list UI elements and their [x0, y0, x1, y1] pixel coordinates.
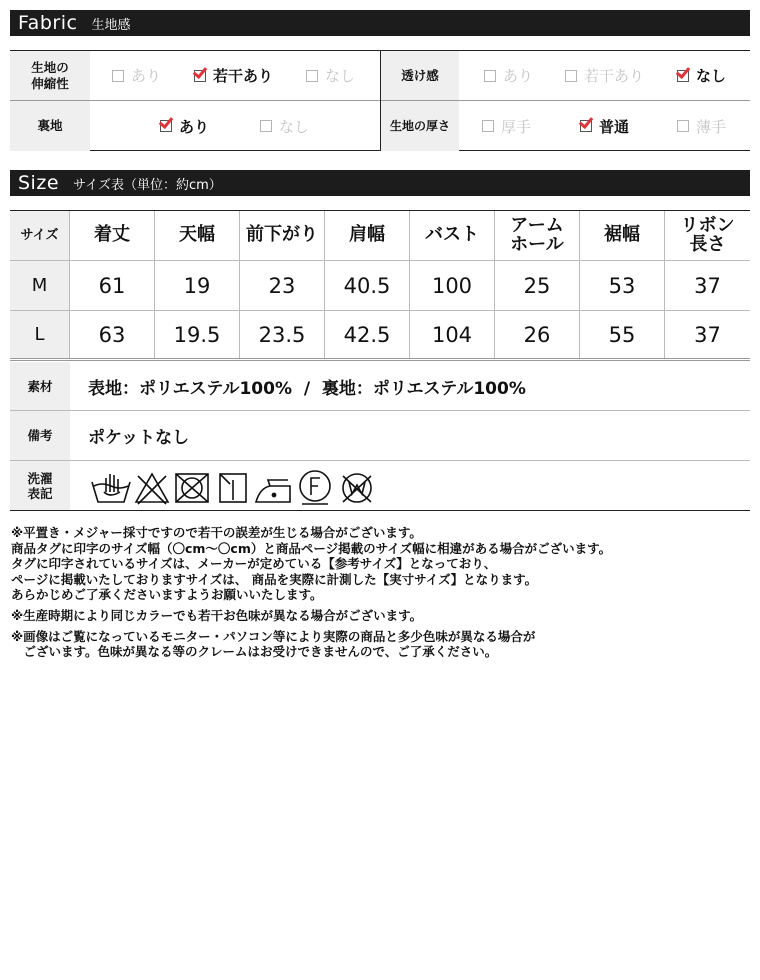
size-table-header	[10, 211, 750, 261]
sheer-label: 透け感	[381, 51, 459, 100]
value-cell: 37	[694, 322, 721, 347]
no-bleach-icon	[136, 474, 168, 504]
thickness-option-normal: 普通	[580, 101, 629, 151]
checkbox-icon	[112, 70, 124, 82]
value-cell: 37	[694, 273, 721, 298]
fabric-divider	[380, 51, 381, 151]
value-cell: 26	[495, 311, 580, 358]
care-row	[10, 461, 750, 511]
lining-label: 裏地	[10, 101, 90, 151]
header-cell: バスト	[410, 211, 495, 260]
note-line: ページに掲載いたしておりますサイズは、 商品を実際に計測した【実寸サイズ】となります。	[11, 571, 538, 587]
fabric-title: Fabric	[18, 12, 78, 34]
note-line: ございます。色味が異なる等のクレームはお受けできませんので、ご了承ください。	[11, 644, 498, 660]
fabric-table	[10, 50, 750, 151]
fabric-section-header	[10, 10, 750, 36]
stretch-option-slight: 若干あり	[194, 51, 273, 100]
value-cell: 61	[70, 261, 155, 310]
value-cell: 19	[155, 261, 240, 310]
care-symbols	[90, 466, 390, 506]
material-row	[10, 362, 750, 411]
value-cell: 25	[495, 261, 580, 310]
header-cell: 前下がり	[240, 211, 325, 260]
checked-checkbox-icon	[160, 120, 172, 132]
no-wet-clean-icon	[343, 474, 371, 502]
checkbox-icon	[484, 70, 496, 82]
material-value: 表地：ポリエステル100% / 裏地：ポリエステル100%	[88, 378, 526, 399]
table-row	[10, 261, 750, 311]
line-dry-shade-icon	[220, 474, 246, 502]
thickness-label: 生地の厚さ	[381, 101, 459, 151]
checkbox-icon	[260, 120, 272, 132]
iron-low-icon	[256, 480, 290, 502]
dry-clean-f-icon	[300, 471, 330, 504]
remarks-row	[10, 411, 750, 461]
value-cell: 23	[240, 261, 325, 310]
value-cell: 53	[580, 261, 665, 310]
checked-checkbox-icon	[194, 70, 206, 82]
note-line: ※生産時期により同じカラーでも若干お色味が異なる場合がございます。	[11, 607, 423, 623]
checkbox-icon	[677, 120, 689, 132]
header-cell: 天幅	[155, 211, 240, 260]
value-cell: 23.5	[240, 311, 325, 358]
header-cell: サイズ	[10, 211, 70, 260]
size-title: Size	[18, 172, 60, 194]
table-row	[10, 311, 750, 361]
material-label: 素材	[10, 362, 70, 410]
remarks-value: ポケットなし	[88, 428, 190, 448]
size-cell: M	[10, 261, 70, 310]
checkbox-icon	[306, 70, 318, 82]
sheer-option-yes: あり	[484, 51, 533, 100]
hand-wash-icon	[92, 474, 130, 502]
value-cell: 104	[410, 311, 495, 358]
sheer-option-no: なし	[677, 51, 726, 100]
stretch-option-yes: あり	[112, 51, 161, 100]
thickness-option-thick: 厚手	[482, 101, 531, 151]
note-line: タグに印字されているサイズは、メーカーが定めている【参考サイズ】となっており、	[11, 556, 497, 572]
checked-checkbox-icon	[677, 70, 689, 82]
value-cell: 63	[70, 311, 155, 358]
lining-option-no: なし	[260, 101, 309, 151]
no-tumble-dry-icon	[176, 474, 208, 502]
checkbox-icon	[482, 120, 494, 132]
size-section-header	[10, 170, 750, 196]
header-cell: リボン 長さ	[680, 214, 735, 255]
note-line: ※画像はご覧になっているモニター・パソコン等により実際の商品と多少色味が異なる場合が	[11, 628, 536, 644]
value-cell: 42.5	[325, 311, 410, 358]
size-subtitle: サイズ表（単位：約cm）	[73, 177, 222, 193]
value-cell: 100	[410, 261, 495, 310]
checked-checkbox-icon	[580, 120, 592, 132]
header-cell: アーム ホール	[495, 211, 580, 260]
value-cell: 19.5	[155, 311, 240, 358]
header-cell: 肩幅	[325, 211, 410, 260]
size-cell: L	[10, 311, 70, 358]
thickness-option-thin: 薄手	[677, 101, 726, 151]
header-cell: 裾幅	[580, 211, 665, 260]
note-line: ※平置き・メジャー採寸ですので若干の誤差が生じる場合がございます。	[11, 525, 422, 540]
size-table	[10, 210, 750, 347]
notes	[11, 525, 751, 660]
value-cell: 40.5	[325, 261, 410, 310]
remarks-label: 備考	[10, 411, 70, 460]
stretch-label: 生地の 伸縮性	[10, 51, 90, 100]
fabric-subtitle: 生地感	[91, 17, 131, 33]
lining-option-yes: あり	[160, 101, 209, 151]
header-cell: 着丈	[70, 211, 155, 260]
sheer-option-slight: 若干あり	[565, 51, 644, 100]
checkbox-icon	[565, 70, 577, 82]
stretch-option-no: なし	[306, 51, 355, 100]
note-line: 商品タグに印字のサイズ幅（〇cm〜〇cm）と商品ページ掲載のサイズ幅に相違がある場合がございます。	[11, 540, 612, 556]
note-line: あらかじめご了承くださいますようお願いいたします。	[11, 587, 323, 603]
value-cell: 55	[580, 311, 665, 358]
care-label: 洗濯 表記	[10, 461, 70, 510]
